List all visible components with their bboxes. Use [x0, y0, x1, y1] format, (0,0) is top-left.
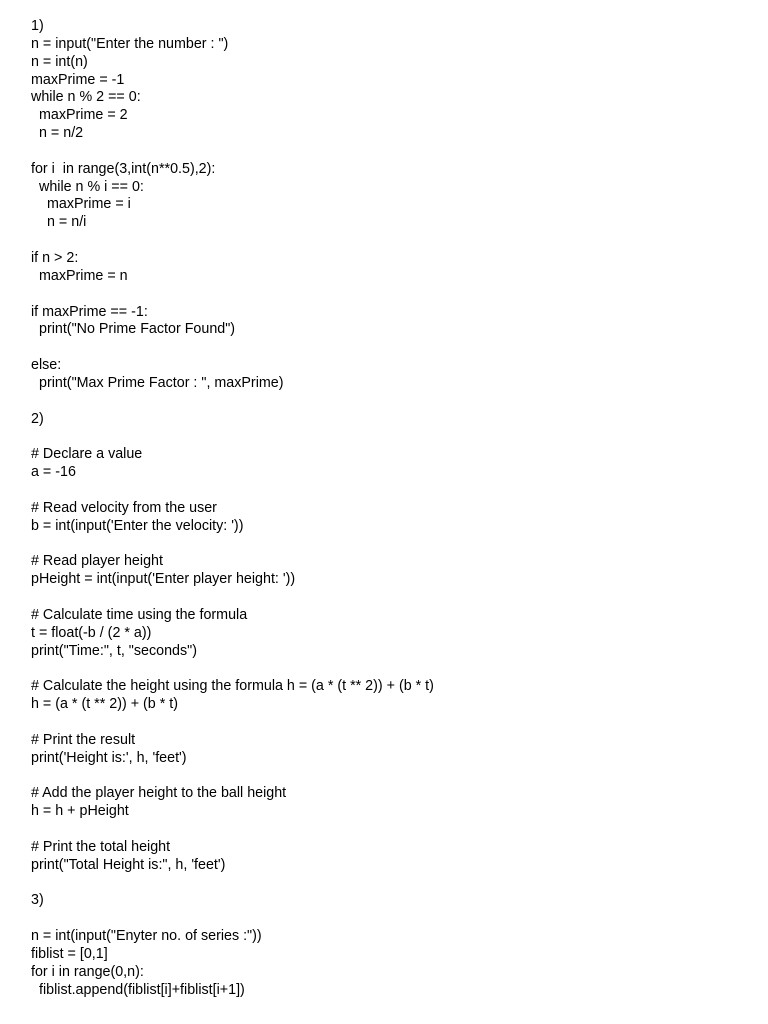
blank-line: [31, 875, 751, 893]
code-line: n = n/i: [47, 214, 87, 231]
code-line: maxPrime = n: [39, 267, 128, 284]
code-line: print("Max Prime Factor : ", maxPrime): [39, 374, 284, 391]
blank-line: [31, 286, 751, 304]
blank-line: [31, 482, 751, 500]
code-comment: # Read player height: [31, 553, 163, 570]
code-line: fiblist.append(fiblist[i]+fiblist[i+1]): [39, 981, 245, 998]
code-line: if n > 2:: [31, 249, 79, 266]
blank-line: [31, 589, 751, 607]
code-comment: # Read velocity from the user: [31, 499, 217, 516]
code-comment: # Print the total height: [31, 838, 171, 855]
blank-line: [31, 767, 751, 785]
code-line: n = n/2: [39, 125, 84, 142]
blank-line: [31, 393, 751, 411]
blank-line: [31, 660, 751, 678]
code-line: t = float(-b / (2 * a)): [31, 624, 152, 641]
code-line: print('Height is:', h, 'feet'): [31, 749, 187, 766]
code-line: for i in range(0,n):: [31, 963, 144, 980]
code-line: h = (a * (t ** 2)) + (b * t): [31, 696, 178, 713]
code-comment: # Print the result: [31, 731, 136, 748]
blank-line: [31, 910, 751, 928]
section-3-heading: 3): [31, 892, 44, 909]
code-comment: # Add the player height to the ball height: [31, 785, 287, 802]
document-page: [31, 18, 751, 999]
code-line: h = h + pHeight: [31, 803, 129, 820]
code-line: while n % 2 == 0:: [31, 89, 141, 106]
code-line: if maxPrime == -1:: [31, 303, 148, 320]
blank-line: [31, 535, 751, 553]
blank-line: [31, 428, 751, 446]
code-line: a = -16: [31, 464, 76, 481]
code-line: else:: [31, 357, 62, 374]
code-comment: # Calculate the height using the formula h = (a * (t ** 2)) + (b * t): [31, 678, 434, 695]
code-comment: # Calculate time using the formula: [31, 606, 248, 623]
blank-line: [31, 714, 751, 732]
code-line: maxPrime = 2: [39, 107, 128, 124]
code-line: fiblist = [0,1]: [31, 945, 108, 962]
section-1-heading: 1): [31, 18, 44, 34]
code-line: b = int(input('Enter the velocity: ')): [31, 517, 244, 534]
code-comment: # Declare a value: [31, 446, 143, 463]
code-line: n = int(input("Enyter no. of series :")): [31, 928, 262, 945]
code-line: while n % i == 0:: [39, 178, 144, 195]
code-line: for i in range(3,int(n**0.5),2):: [31, 160, 216, 177]
code-line: n = input("Enter the number : "): [31, 35, 229, 52]
code-line: maxPrime = i: [47, 196, 131, 213]
code-line: maxPrime = -1: [31, 71, 125, 88]
code-line: print("No Prime Factor Found"): [39, 321, 236, 338]
code-line: print("Time:", t, "seconds"): [31, 642, 197, 659]
section-2-heading: 2): [31, 410, 44, 427]
blank-line: [31, 143, 751, 161]
code-line: print("Total Height is:", h, 'feet'): [31, 856, 226, 873]
code-line: n = int(n): [31, 53, 88, 70]
blank-line: [31, 339, 751, 357]
blank-line: [31, 821, 751, 839]
code-line: pHeight = int(input('Enter player height: ')): [31, 571, 296, 588]
blank-line: [31, 232, 751, 250]
